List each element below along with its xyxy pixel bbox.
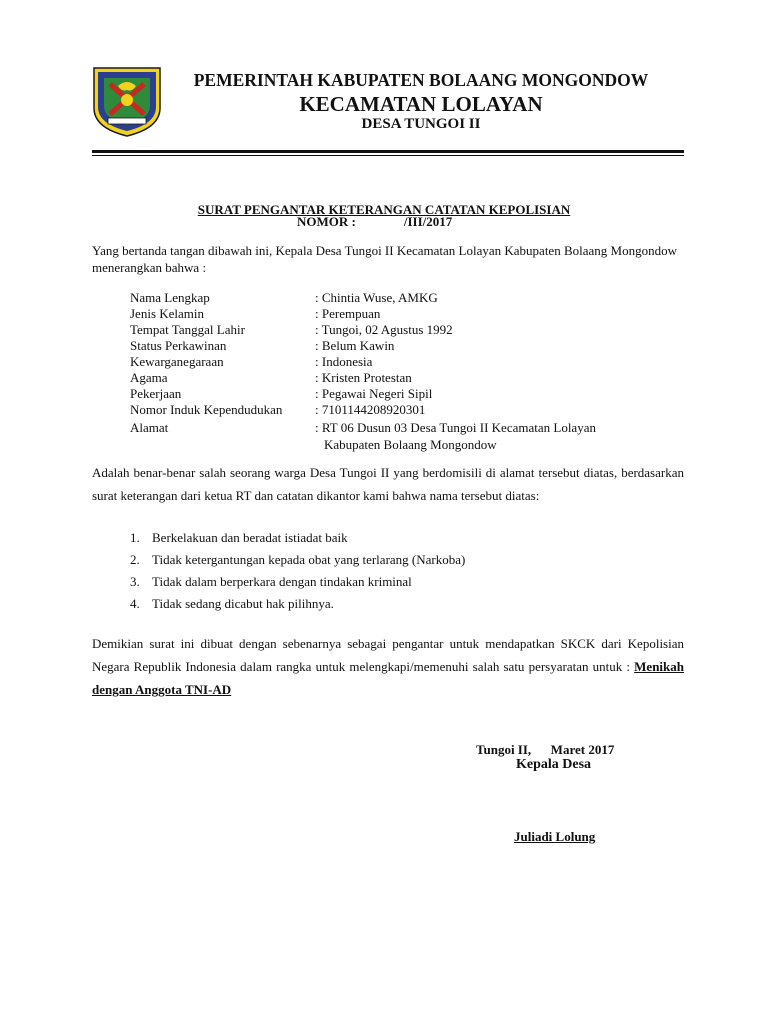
data-label: Kewarganegaraan: [130, 354, 224, 369]
list-item: [130, 552, 465, 568]
data-row-address-continued: Kabupaten Bolaang Mongondow: [324, 437, 497, 452]
header-village-line: DESA TUNGOI II: [361, 116, 481, 132]
list-item: [130, 574, 412, 590]
data-label: Jenis Kelamin: [130, 306, 205, 321]
data-value: : RT 06 Dusun 03 Desa Tungoi II Kecamatan Lolayan: [315, 420, 596, 435]
header-district-line: KECAMATAN LOLAYAN: [299, 92, 543, 116]
letter-number-label: NOMOR :: [297, 214, 356, 229]
data-value: : Pegawai Negeri Sipil: [315, 386, 433, 401]
list-item: [130, 530, 348, 546]
data-label: Pekerjaan: [130, 386, 182, 401]
data-row-nationality: [130, 354, 372, 370]
letter-number-value: /III/2017: [403, 214, 453, 229]
statement-paragraph: Adalah benar-benar salah seorang warga Desa Tungoi II yang berdomisili di alamat tersebut diatas, berdasarkan surat keterangan dari ketua RT dan catatan dikantor kami bahwa nama tersebut diatas:: [92, 465, 684, 503]
header-government-line: PEMERINTAH KABUPATEN BOLAANG MONGONDOW: [193, 70, 649, 90]
list-text: Berkelakuan dan beradat istiadat baik: [152, 530, 348, 545]
data-row-marital-status: [130, 338, 394, 354]
data-label: Status Perkawinan: [130, 338, 227, 353]
header-divider-thin: [92, 155, 684, 156]
data-label: Nomor Induk Kependudukan: [130, 402, 283, 417]
data-value: : 7101144208920301: [315, 402, 426, 417]
data-row-gender: [130, 306, 380, 322]
data-row-religion: [130, 370, 412, 386]
signer-name: Juliadi Lolung: [514, 829, 596, 844]
signer-position: Kepala Desa: [516, 757, 592, 772]
data-value: : Chintia Wuse, AMKG: [315, 290, 438, 305]
data-row-name: [130, 290, 438, 306]
list-number: 3.: [130, 574, 140, 589]
list-item: [130, 596, 334, 612]
list-number: 4.: [130, 596, 140, 611]
data-value: : Kristen Protestan: [315, 370, 412, 385]
data-value: : Perempuan: [315, 306, 381, 321]
data-label: Nama Lengkap: [130, 290, 210, 305]
list-number: 1.: [130, 530, 140, 545]
letter-title: SURAT PENGANTAR KETERANGAN CATATAN KEPOLISIAN: [197, 202, 571, 217]
data-value: : Belum Kawin: [315, 338, 395, 353]
data-value: : Indonesia: [315, 354, 373, 369]
closing-text: Demikian surat ini dibuat dengan sebenarnya sebagai pengantar untuk mendapatkan SKCK dari Kepolisian Negara Republik Indonesia dalam rangka untuk melengkapi/memenuhi salah satu persyaratan untuk :: [92, 636, 684, 674]
header-divider-thick: [92, 150, 684, 153]
data-label: Tempat Tanggal Lahir: [130, 322, 245, 337]
letter-number: [297, 214, 452, 230]
data-label: Alamat: [130, 420, 169, 435]
purpose-text: Menikah dengan Anggota TNI-AD: [92, 659, 684, 697]
list-number: 2.: [130, 552, 140, 567]
list-text: Tidak sedang dicabut hak pilihnya.: [152, 596, 334, 611]
place-date: Tungoi II, Maret 2017: [476, 742, 615, 757]
list-text: Tidak dalam berperkara dengan tindakan kriminal: [152, 574, 412, 589]
closing-paragraph: [92, 632, 684, 701]
data-label: Agama: [130, 370, 168, 385]
data-value: : Tungoi, 02 Agustus 1992: [315, 322, 453, 337]
data-row-address: [130, 420, 596, 436]
data-row-nik: [130, 402, 425, 418]
intro-paragraph: Yang bertanda tangan dibawah ini, Kepala Desa Tungoi II Kecamatan Lolayan Kabupaten Bolaang Mongondow menerangkan bahwa :: [92, 243, 677, 275]
data-row-birth: [130, 322, 453, 338]
data-row-occupation: [130, 386, 432, 402]
list-text: Tidak ketergantungan kepada obat yang terlarang (Narkoba): [152, 552, 466, 567]
